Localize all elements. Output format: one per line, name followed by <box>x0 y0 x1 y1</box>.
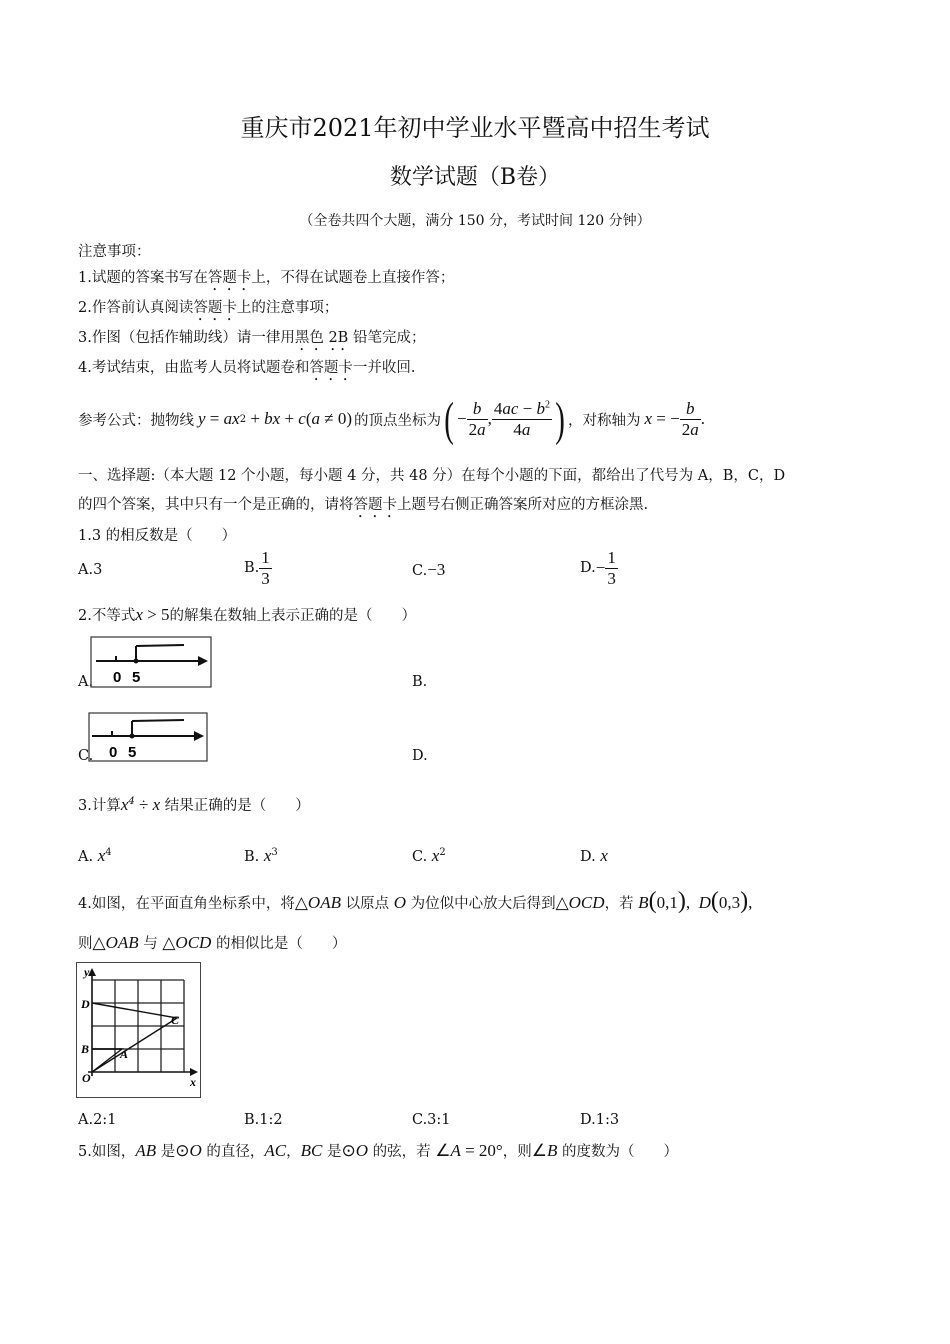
reference-formula: 参考公式：抛物线 y = ax 2 + bx + c ( a ≠ 0) 的顶点坐标为 ( − $\frac{b}{2a}$ , $\frac{4ac - b^2}{4a}$ ) ，对称轴为 x = − $\frac{b}{2a}$ . <box>78 392 705 446</box>
q2-stem: 2.不等式x > 5的解集在数轴上表示正确的是（ ） <box>78 605 416 624</box>
q2-option-d-label: D. <box>412 748 428 764</box>
q4-coordinate-figure <box>76 962 201 1098</box>
q4-stem-line2: 则△OAB 与 △OCD 的相似比是（ ） <box>78 933 347 952</box>
q3-stem: 3.计算$x^4 \div x$ 结果正确的是（ ） <box>78 795 310 814</box>
section1-line1: 一、选择题:（本大题 12 个小题，每小题 4 分，共 48 分）在每个小题的下面，都给出了代号为 A，B，C，D <box>78 468 786 484</box>
q1-option-d: D. − $\frac{1}{3}$ <box>580 548 616 588</box>
fig-label-d: D <box>81 997 90 1011</box>
fig-label-b: B <box>81 1042 90 1056</box>
q3-option-d: D. x <box>580 846 608 865</box>
exam-meta: （全卷共四个大题，满分 150 分，考试时间 120 分钟） <box>299 213 651 229</box>
q2-option-c-label: C. <box>78 748 94 764</box>
q2-option-a-label: A. <box>78 674 94 690</box>
q3-option-a: A. $x^4$ <box>78 846 112 865</box>
q2-number-line-c <box>88 712 208 762</box>
note-item-3: 3.作图（包括作辅助线）请一律用黑色 2B 铅笔完成； <box>78 330 426 346</box>
q4-option-d: D.1:3 <box>580 1112 620 1128</box>
q3-option-c: C. $x^2$ <box>412 846 446 865</box>
notes-heading: 注意事项： <box>78 244 151 260</box>
q4-option-a: A.2:1 <box>78 1112 117 1128</box>
tick-0: 0 <box>113 669 122 686</box>
fig-label-x: x <box>190 1075 196 1089</box>
q5-stem: 5.如图，AB 是⊙O 的直径，AC，BC 是⊙O 的弦，若 ∠A = 20°，则∠B 的度数为（ ） <box>78 1141 678 1160</box>
exam-title: 重庆市2021年初中学业水平暨高中招生考试 <box>240 114 710 142</box>
note-item-1: 1.试题的答案书写在答题卡上，不得在试题卷上直接作答； <box>78 270 455 286</box>
fig-label-c: C <box>171 1013 180 1027</box>
q2-number-line-a <box>90 636 212 688</box>
exam-subtitle: 数学试题（B卷） <box>389 165 561 190</box>
q3-option-b: B. $x^3$ <box>244 846 278 865</box>
tick-5: 5 <box>128 744 137 761</box>
q2-option-b-label: B. <box>412 674 428 690</box>
tick-5: 5 <box>132 669 141 686</box>
q1-option-c: C.−3 <box>412 560 446 579</box>
note-item-4: 4.考试结束，由监考人员将试题卷和答题卡一并收回. <box>78 360 416 376</box>
section1-line2: 的四个答案，其中只有一个是正确的，请将答题卡上题号右侧正确答案所对应的方框涂黑. <box>78 497 649 513</box>
q1-stem: 1.3 的相反数是（ ） <box>78 528 237 544</box>
q4-option-b: B.1:2 <box>244 1112 283 1128</box>
note-item-2: 2.作答前认真阅读答题卡上的注意事项； <box>78 300 339 316</box>
q4-option-c: C.3:1 <box>412 1112 451 1128</box>
q1-option-b: B. $\frac{1}{3}$ <box>244 548 270 588</box>
fig-label-y: y <box>84 965 90 979</box>
fig-label-o: O <box>82 1071 91 1085</box>
q1-option-a: A.3 <box>78 562 103 578</box>
tick-0: 0 <box>109 744 118 761</box>
fig-label-a: A <box>120 1047 129 1061</box>
q4-stem-line1: 4.如图，在平面直角坐标系中，将△OAB 以原点 O 为位似中心放大后得到△OCD，若 B(0,1), D(0,3), <box>78 888 753 914</box>
